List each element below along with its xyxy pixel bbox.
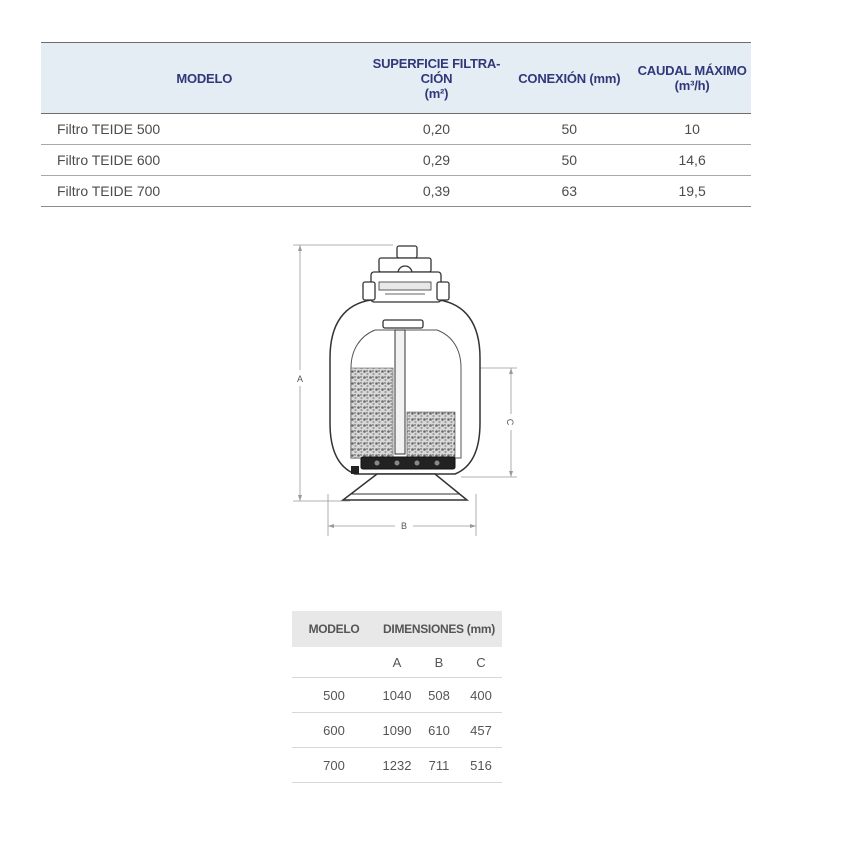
dim-cell-a: 1090 [376,713,418,748]
header-surface-line2: CIÓN [420,70,453,86]
header-flow [633,43,751,114]
dimensions-header-c: C [476,654,486,670]
dimensions-header-b: B [434,654,444,670]
dim-cell-a: 1040 [376,678,418,713]
header-flow-label: CAUDAL MÁXIMO [637,63,747,78]
dim-cell-c: 400 [460,678,502,713]
table-row [41,114,751,145]
cell-connection: 63 [505,176,633,207]
dim-cell-b: 610 [418,713,460,748]
cell-flow: 19,5 [633,176,751,207]
cell-model: Filtro TEIDE 500 [41,114,368,145]
dim-cell-model: 700 [292,748,376,783]
table-row [41,145,751,176]
dimensions-header-a: A [392,654,402,670]
dim-cell-a: 1232 [376,748,418,783]
filter-diagram [285,238,525,540]
dim-cell-model: 500 [292,678,376,713]
header-surface-line1: SUPERFICIE FILTRA- [372,55,501,71]
table-row [41,176,751,207]
dimensions-subheader-row [292,647,502,678]
dim-cell-b: 711 [418,748,460,783]
header-surface-unit: (m²) [424,85,449,101]
dimensions-header-dimensions: DIMENSIONES (mm) [376,611,502,647]
dim-cell-model: 600 [292,713,376,748]
dimension-a-label: A [296,374,304,384]
table-row [292,678,502,713]
specs-header-row [41,43,751,114]
dim-cell-c: 457 [460,713,502,748]
cell-surface: 0,20 [368,114,506,145]
cell-flow: 14,6 [633,145,751,176]
table-row [292,713,502,748]
header-connection-label: CONEXIÓN (mm) [518,70,621,86]
cell-flow: 10 [633,114,751,145]
cell-model: Filtro TEIDE 700 [41,176,368,207]
dimensions-header-row [292,611,502,647]
header-model [41,43,368,114]
header-flow-unit: (m³/h) [674,78,710,93]
specs-table [41,42,751,207]
dim-cell-c: 516 [460,748,502,783]
header-connection [505,43,633,114]
cell-surface: 0,39 [368,176,506,207]
cell-model: Filtro TEIDE 600 [41,145,368,176]
cell-surface: 0,29 [368,145,506,176]
cell-connection: 50 [505,114,633,145]
dimensions-table [292,611,502,783]
cell-connection: 50 [505,145,633,176]
dim-cell-b: 508 [418,678,460,713]
table-row [292,748,502,783]
dimension-c-label: C [505,418,515,426]
dimensions-header-model: MODELO [292,611,376,647]
dimension-b-label: B [400,521,408,531]
dimensions-subheader-empty [292,647,376,678]
filter-tank [330,300,480,500]
header-surface [368,43,506,114]
header-model-label: MODELO [176,70,233,86]
